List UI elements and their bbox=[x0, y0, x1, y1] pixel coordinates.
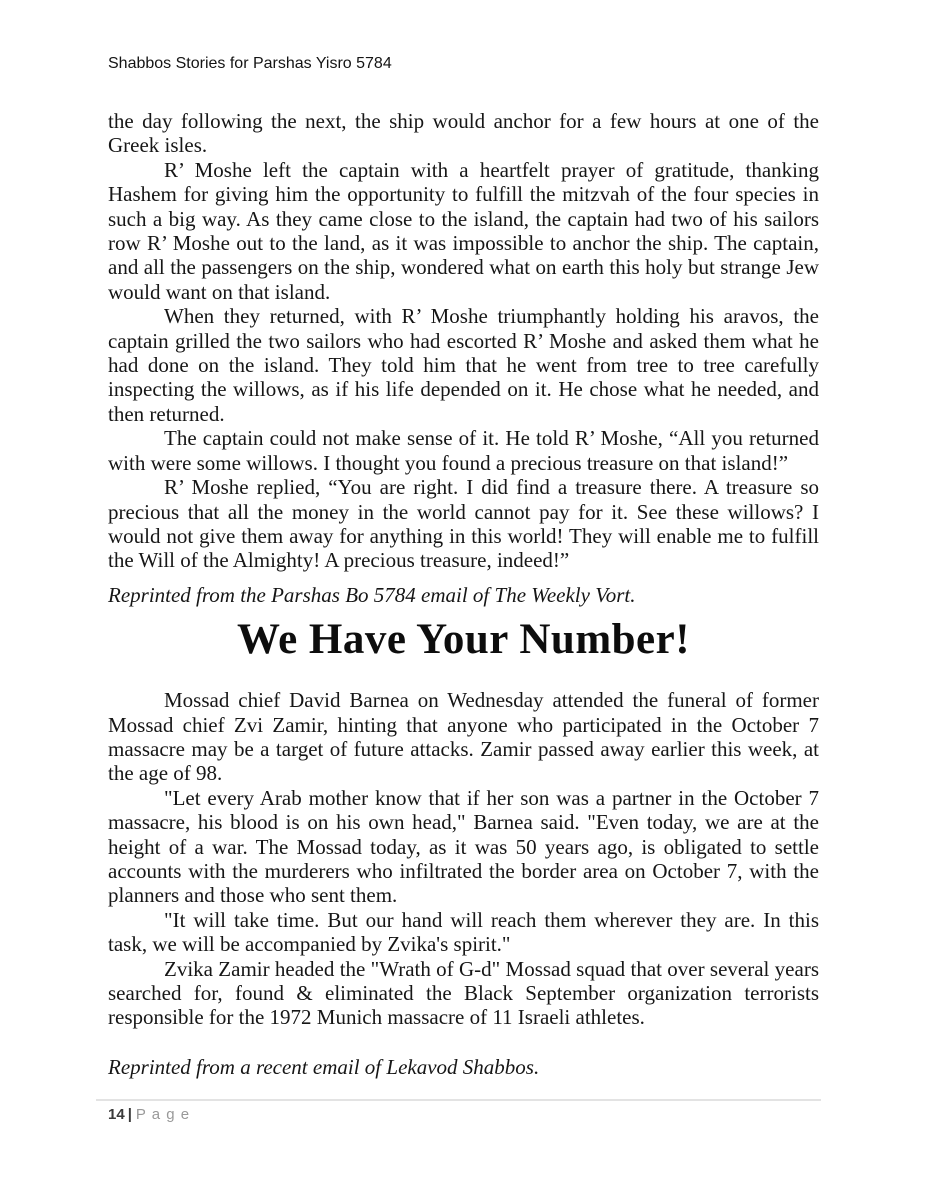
story2-paragraph: "It will take time. But our hand will reach them wherever they are. In this task, we will be accompanied by Zvika's spirit." bbox=[108, 907, 819, 957]
page-body bbox=[108, 109, 819, 1079]
story2-paragraph: Mossad chief David Barnea on Wednesday attended the funeral of former Mossad chief Zvi Zamir, hinting that anyone who participated in the October 7 massacre may be a target of future attacks. Zamir passed away earlier this week, at the age of 98. bbox=[108, 688, 819, 786]
story1-paragraph-continuation: the day following the next, the ship would anchor for a few hours at one of the Greek isles. bbox=[108, 109, 819, 158]
page-number: 14 bbox=[108, 1106, 125, 1123]
document-title: Shabbos Stories for Parshas Yisro 5784 bbox=[108, 55, 392, 72]
footer-separator: | bbox=[127, 1106, 132, 1123]
footer-divider bbox=[96, 1099, 821, 1101]
story2-paragraph: Zvika Zamir headed the "Wrath of G-d" Mossad squad that over several years searched for, found & eliminated the Black September organization terrorists responsible for the 1972 Munich massacre of 11 Israeli athletes. bbox=[108, 956, 819, 1030]
page-label: P a g e bbox=[135, 1106, 191, 1123]
story1-paragraph: The captain could not make sense of it. He told R’ Moshe, “All you returned with were some willows. I thought you found a precious treasure on that island!” bbox=[108, 426, 819, 475]
story1-paragraph: R’ Moshe left the captain with a heartfelt prayer of gratitude, thanking Hashem for giving him the opportunity to fulfill the mitzvah of the four species in such a big way. As they came close to the island, the captain had two of his sailors row R’ Moshe out to the land, as it was impossible to anchor the ship. The captain, and all the passengers on the ship, wondered what on earth this holy but strange Jew would want on that island. bbox=[108, 157, 819, 304]
story2-paragraph: "Let every Arab mother know that if her son was a partner in the October 7 massacre, his blood is on his own head," Barnea said. "Even today, we are at the height of a war. The Mossad today, as it was 50 years ago, is obligated to settle accounts with the murderers who infiltrated the border area on October 7, with the planners and those who sent them. bbox=[108, 785, 819, 908]
story1-paragraph: R’ Moshe replied, “You are right. I did find a treasure there. A treasure so precious that all the money in the world cannot pay for it. See these willows? I would not give them away for anything in this world! They will enable me to fulfill the Will of the Almighty! A precious treasure, indeed!” bbox=[108, 475, 819, 573]
running-header bbox=[108, 55, 392, 73]
page-footer bbox=[108, 1106, 190, 1123]
story1-source-attribution: Reprinted from the Parshas Bo 5784 email of The Weekly Vort. bbox=[108, 582, 636, 607]
story2-title: We Have Your Number! bbox=[236, 616, 691, 664]
story2-source-attribution: Reprinted from a recent email of Lekavod Shabbos. bbox=[108, 1054, 540, 1079]
story1-paragraph: When they returned, with R’ Moshe triumphantly holding his aravos, the captain grilled the two sailors who had escorted R’ Moshe and asked them what he had done on the island. They told him that he went from tree to tree carefully inspecting the willows, as if his life depended on it. He chose what he needed, and then returned. bbox=[108, 304, 819, 426]
